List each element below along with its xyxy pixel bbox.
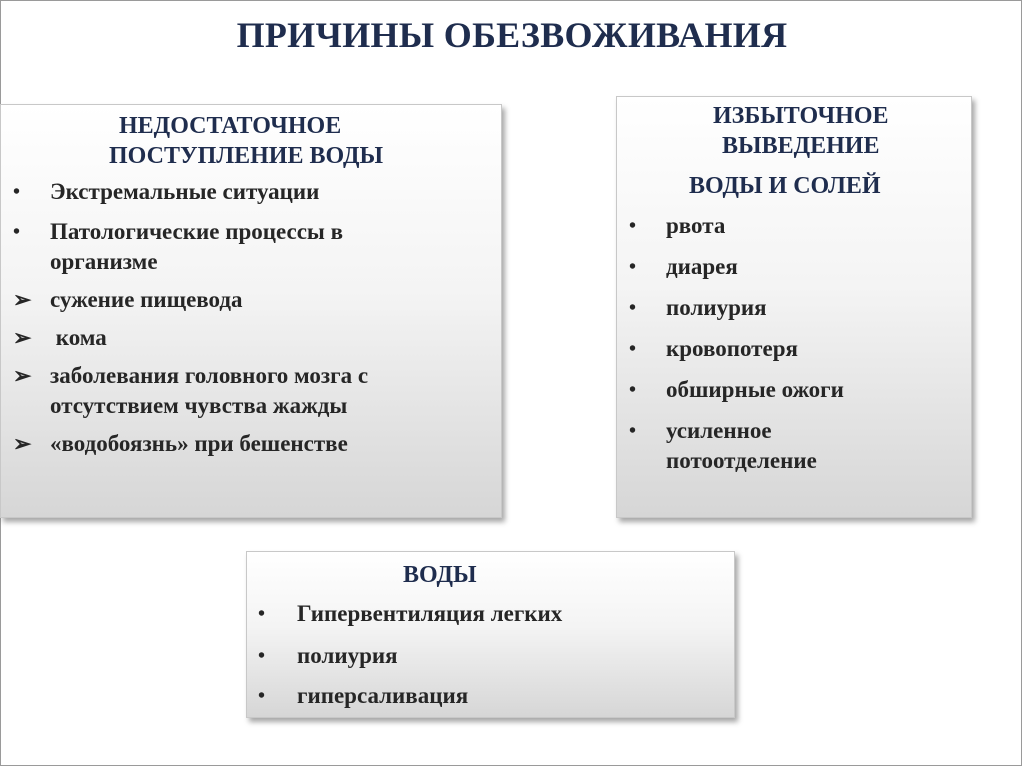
list-item [13,361,368,421]
list-item-text: усиленное [666,418,772,443]
list-item-text: сужение пищевода [50,287,243,312]
list-item-text: Экстремальные ситуации [50,179,320,204]
list-item [13,323,107,353]
list-item [629,211,725,241]
list-item-text-cont: потоотделение [666,448,817,473]
slide-title: ПРИЧИНЫ ОБЕЗВОЖИВАНИЯ [236,15,788,55]
list-item-text-cont: отсутствием чувства жажды [50,393,348,418]
list-item-text: полиурия [297,643,398,668]
bullet-icon: • [629,379,637,401]
list-item-text: кровопотеря [666,336,798,361]
box-heading-line-2: ВЫВЕДЕНИЕ [722,133,880,159]
list-item [629,416,817,476]
bullet-icon: • [629,297,637,319]
list-item [258,641,398,671]
excess-excretion-box [616,96,972,518]
list-item-text: диарея [666,254,738,279]
box-heading-line-2: ПОСТУПЛЕНИЕ ВОДЫ [109,143,384,169]
list-item [629,375,844,405]
list-item-text: «водобоязнь» при бешенстве [50,431,348,456]
list-item-text: заболевания головного мозга с [50,363,369,388]
list-item [13,429,348,459]
list-item-text: Гипервентиляция легких [297,601,563,626]
list-item [13,285,243,315]
box-heading-line-3: ВОДЫ И СОЛЕЙ [689,173,881,199]
box-heading-line-1: ИЗБЫТОЧНОЕ [713,103,889,129]
list-item [258,681,468,711]
bullet-icon: • [258,645,266,667]
list-item-text: рвота [666,213,726,238]
insufficient-intake-box [0,104,502,518]
list-item [13,177,319,207]
bullet-icon: • [258,603,266,625]
bullet-icon: • [629,338,637,360]
list-item [629,334,798,364]
list-item-text: Патологические процессы в [50,219,344,244]
water-loss-box [246,551,735,718]
bullet-icon: • [629,256,637,278]
box-heading: ВОДЫ [403,562,477,588]
bullet-icon: • [629,420,637,442]
list-item [13,217,343,277]
box-heading-line-1: НЕДОСТАТОЧНОЕ [119,113,342,139]
list-item-text-cont: организме [50,249,158,274]
list-item [258,599,562,629]
bullet-icon: • [629,215,637,237]
arrow-bullet-icon: ➢ [13,325,32,350]
arrow-bullet-icon: ➢ [13,363,32,388]
list-item-text: гиперсаливация [297,683,469,708]
list-item-text: полиурия [666,295,767,320]
bullet-icon: • [13,221,21,243]
bullet-icon: • [13,181,21,203]
arrow-bullet-icon: ➢ [13,431,32,456]
bullet-icon: • [258,685,266,707]
list-item [629,252,738,282]
list-item-text: кома [50,325,107,350]
arrow-bullet-icon: ➢ [13,287,32,312]
list-item [629,293,767,323]
list-item-text: обширные ожоги [666,377,844,402]
